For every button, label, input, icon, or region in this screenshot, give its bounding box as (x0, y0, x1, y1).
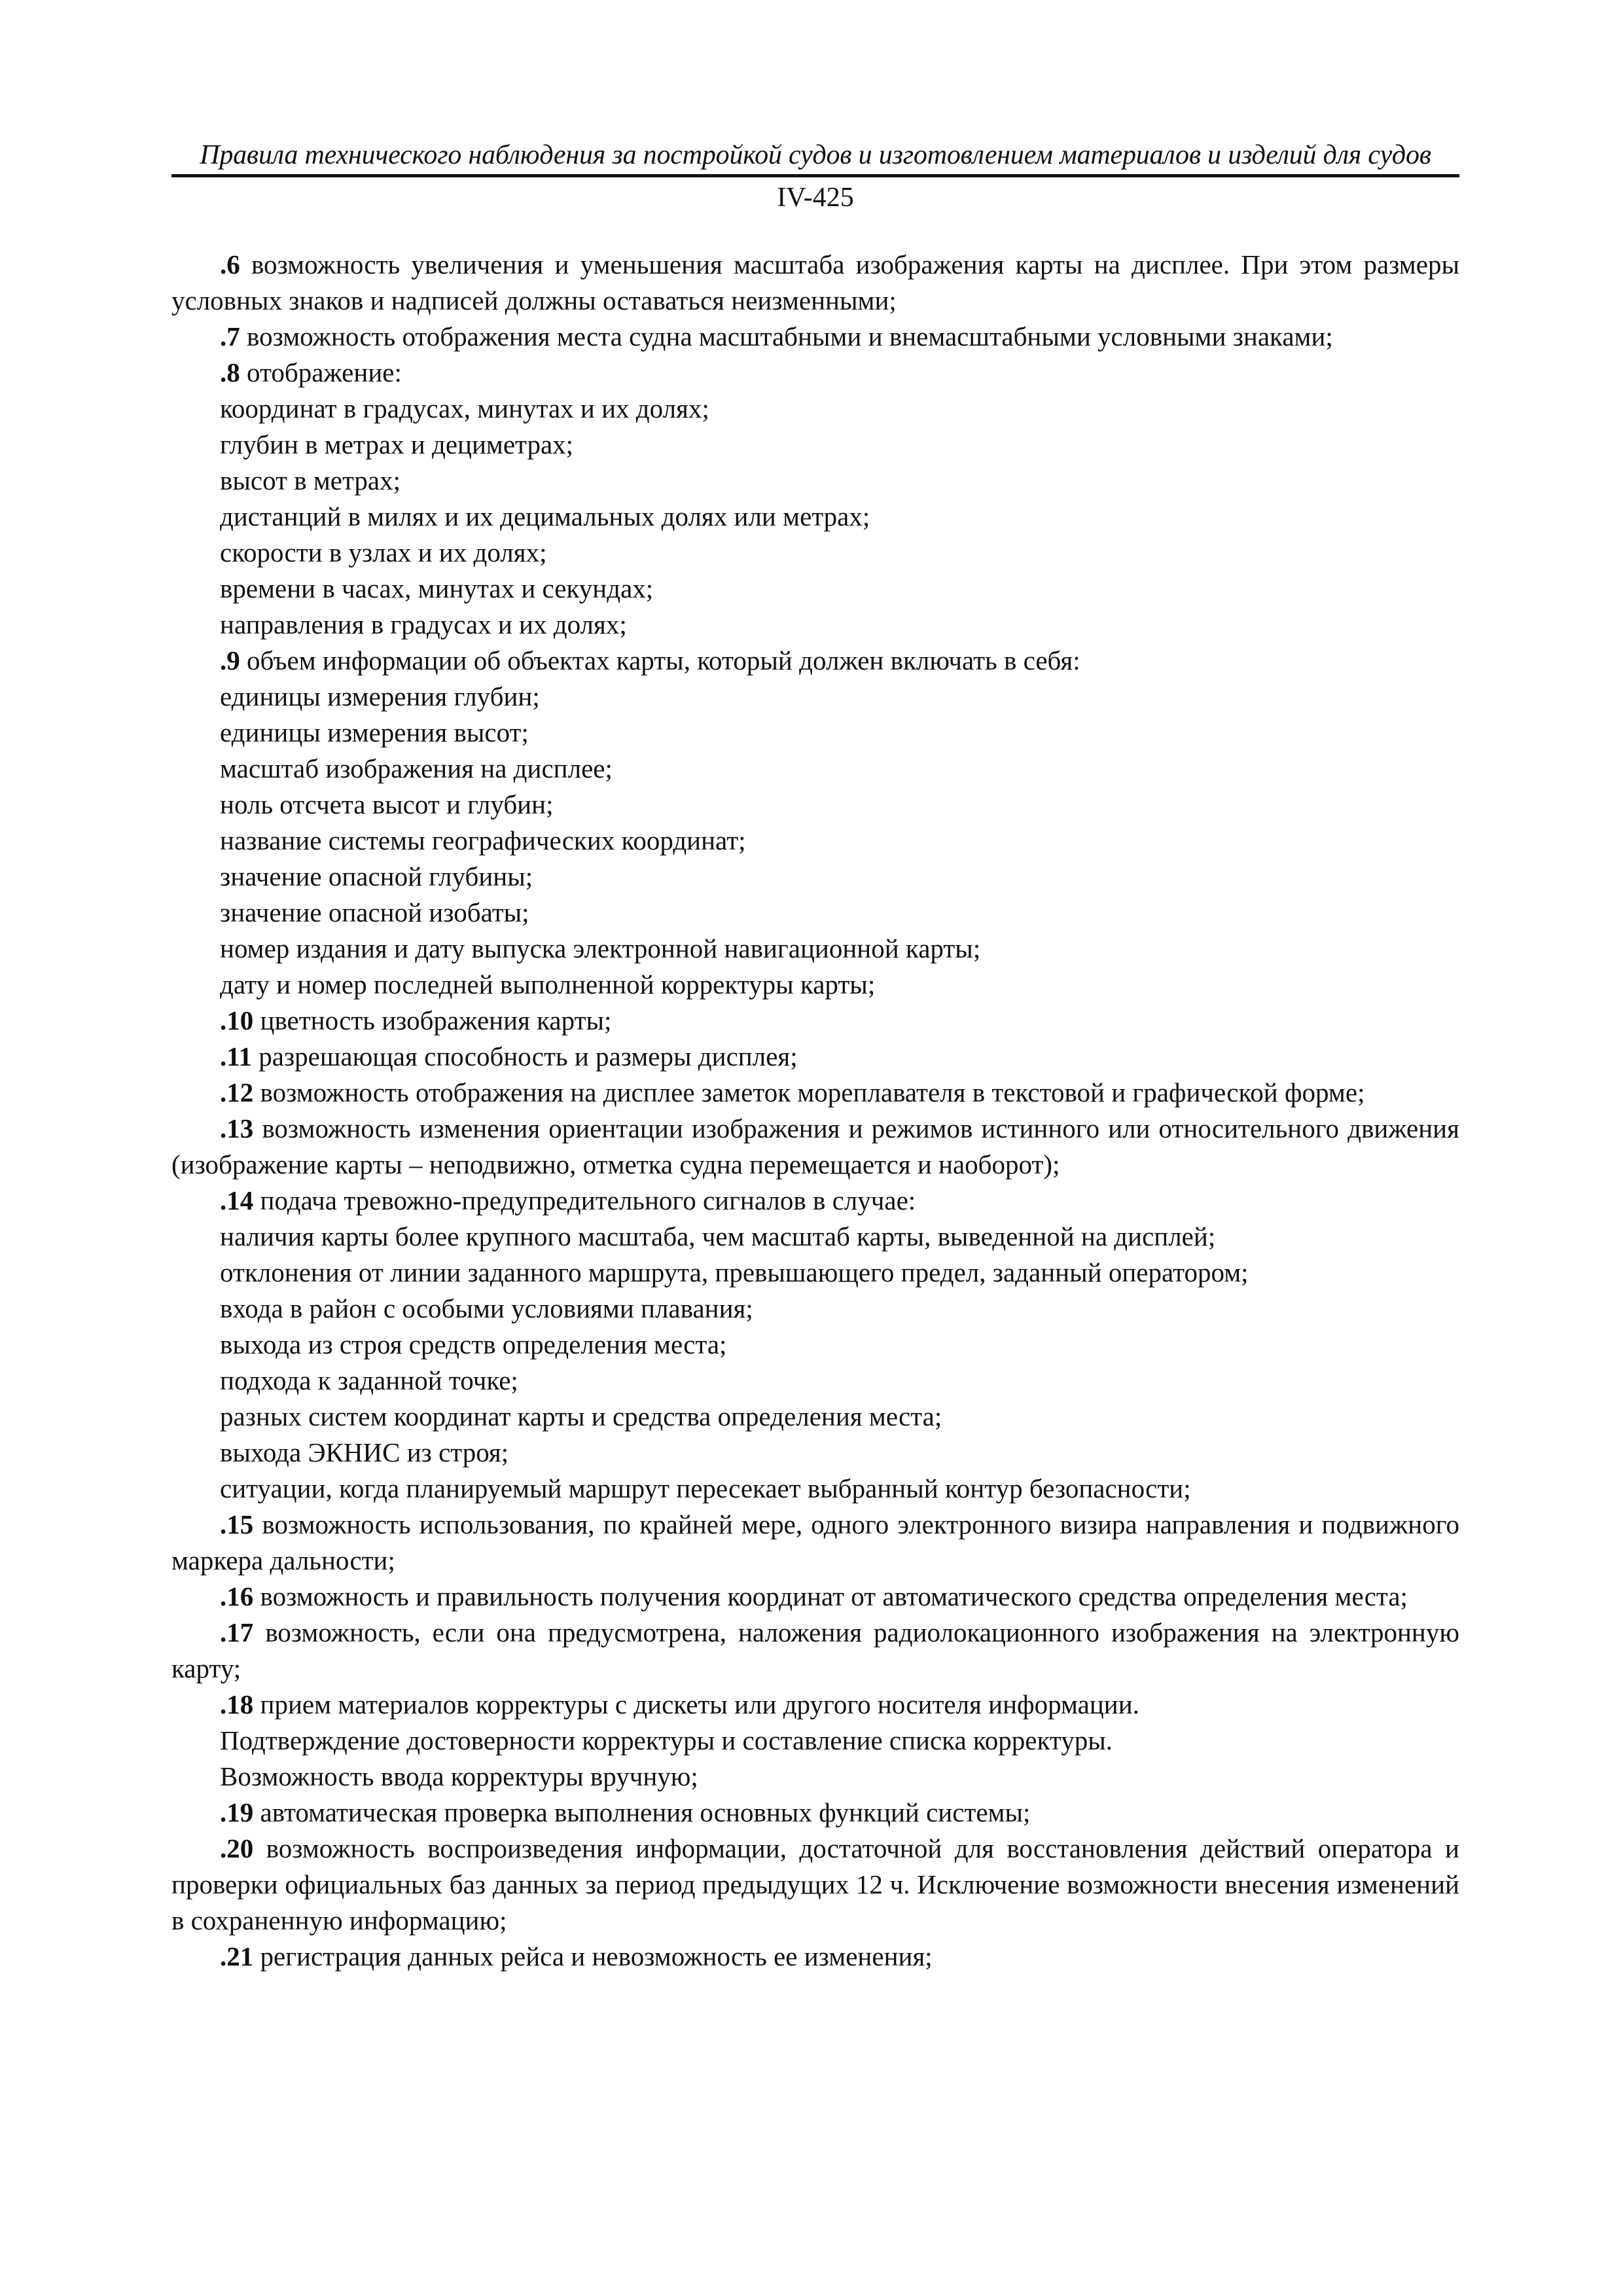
list-item (171, 823, 1459, 859)
item-text: направления в градусах и их долях; (220, 609, 627, 639)
item-text: выхода из строя средств определения места; (220, 1329, 727, 1359)
item-text: номер издания и дату выпуска электронной навигационной карты; (220, 933, 981, 963)
item-text: возможность отображения на дисплее заметок мореплавателя в текстовой и графической форме; (253, 1077, 1365, 1107)
item-text: разрешающая способность и размеры дисплея; (252, 1041, 798, 1071)
item-text: ситуации, когда планируемый маршрут пересекает выбранный контур безопасности; (220, 1473, 1191, 1503)
item-number: .16 (220, 1581, 254, 1611)
item-text: возможность, если она предусмотрена, наложения радиолокационного изображения на электронную карту; (171, 1617, 1459, 1683)
numbered-paragraph (171, 1111, 1459, 1183)
item-text: автоматическая проверка выполнения основных функций системы; (253, 1797, 1031, 1827)
item-text: единицы измерения высот; (220, 717, 529, 747)
item-text: возможность использования, по крайней мере, одного электронного визира направления и подвижного маркера дальности; (171, 1509, 1459, 1575)
numbered-paragraph (171, 1939, 1459, 1975)
list-item (171, 967, 1459, 1003)
list-item (171, 571, 1459, 607)
list-item (171, 1723, 1459, 1759)
item-number: .14 (220, 1185, 254, 1215)
list-item (171, 1471, 1459, 1507)
item-number: .17 (220, 1617, 254, 1647)
list-item (171, 859, 1459, 895)
item-text: отклонения от линии заданного маршрута, превышающего предел, заданный оператором; (220, 1257, 1249, 1287)
item-number: .11 (220, 1041, 252, 1071)
list-item (171, 535, 1459, 571)
numbered-paragraph (171, 643, 1459, 679)
item-text: дистанций в милях и их децимальных долях или метрах; (220, 501, 870, 531)
item-text: подача тревожно-предупредительного сигналов в случае: (253, 1185, 916, 1215)
list-item (171, 1255, 1459, 1291)
item-text: название системы географических координат; (220, 825, 746, 855)
numbered-paragraph (171, 1003, 1459, 1039)
list-item (171, 931, 1459, 967)
item-text: времени в часах, минутах и секундах; (220, 573, 654, 603)
numbered-paragraph (171, 1687, 1459, 1723)
item-text: возможность изменения ориентации изображения и режимов истинного или относительного движения (изображение карты – неподвижно, отметка судна перемещается и наоборот); (171, 1113, 1459, 1179)
item-text: прием материалов корректуры с дискеты или другого носителя информации. (253, 1689, 1139, 1719)
list-item (171, 1759, 1459, 1795)
header-rule (171, 174, 1459, 177)
item-text: дату и номер последней выполненной корректуры карты; (220, 969, 876, 999)
item-number: .19 (220, 1797, 254, 1827)
item-number: .13 (220, 1113, 254, 1143)
document-page (171, 137, 1459, 1975)
running-header: Правила технического наблюдения за постройкой судов и изготовлением материалов и изделий для судов (200, 140, 1431, 170)
item-text: значение опасной глубины; (220, 861, 533, 891)
item-text: разных систем координат карты и средства определения места; (220, 1401, 942, 1431)
item-number: .18 (220, 1689, 254, 1719)
item-number: .10 (220, 1005, 254, 1035)
list-item (171, 1291, 1459, 1327)
list-item (171, 1363, 1459, 1399)
item-text: регистрация данных рейса и невозможность ее изменения; (253, 1941, 933, 1971)
numbered-paragraph (171, 1831, 1459, 1939)
list-item (171, 499, 1459, 535)
item-text: скорости в узлах и их долях; (220, 537, 547, 567)
list-item (171, 751, 1459, 787)
item-text: объем информации об объектах карты, который должен включать в себя: (240, 645, 1080, 675)
body-text (171, 247, 1459, 1975)
item-text: выхода ЭКНИС из строя; (220, 1437, 509, 1467)
list-item (171, 1399, 1459, 1435)
list-item (171, 391, 1459, 427)
item-text: Возможность ввода корректуры вручную; (220, 1761, 698, 1791)
numbered-paragraph (171, 1579, 1459, 1615)
item-number: .15 (220, 1509, 254, 1539)
list-item (171, 463, 1459, 499)
list-item (171, 715, 1459, 751)
item-number: .7 (220, 321, 240, 351)
list-item (171, 895, 1459, 931)
list-item (171, 1219, 1459, 1255)
item-number: .21 (220, 1941, 254, 1971)
numbered-paragraph (171, 1507, 1459, 1579)
numbered-paragraph (171, 1075, 1459, 1111)
item-number: .20 (220, 1833, 254, 1863)
item-text: входа в район с особыми условиями плавания; (220, 1293, 753, 1323)
numbered-paragraph (171, 1795, 1459, 1831)
list-item (171, 1435, 1459, 1471)
list-item (171, 427, 1459, 463)
item-text: значение опасной изобаты; (220, 897, 529, 927)
item-text: возможность отображения места судна масштабными и внемасштабными условными знаками; (240, 321, 1333, 351)
list-item (171, 787, 1459, 823)
item-text: наличия карты более крупного масштаба, чем масштаб карты, выведенной на дисплей; (220, 1221, 1216, 1251)
page-number: IV-425 (777, 183, 854, 213)
item-text: отображение: (240, 357, 402, 387)
item-text: глубин в метрах и дециметрах; (220, 429, 574, 459)
item-number: .6 (220, 249, 240, 279)
item-number: .12 (220, 1077, 254, 1107)
numbered-paragraph (171, 1183, 1459, 1219)
item-text: подхода к заданной точке; (220, 1365, 518, 1395)
item-text: координат в градусах, минутах и их долях; (220, 393, 709, 423)
item-text: возможность увеличения и уменьшения масштаба изображения карты на дисплее. При этом размеры условных знаков и надписей должны оставаться неизменными; (171, 249, 1459, 315)
numbered-paragraph (171, 247, 1459, 319)
list-item (171, 679, 1459, 715)
numbered-paragraph (171, 319, 1459, 355)
item-number: .9 (220, 645, 240, 675)
list-item (171, 1327, 1459, 1363)
item-text: возможность воспроизведения информации, достаточной для восстановления действий оператора и проверки официальных баз данных за период предыдущих 12 ч. Исключение возможности внесения изменений в сохраненную информацию; (171, 1833, 1459, 1935)
item-text: единицы измерения глубин; (220, 681, 540, 711)
item-text: возможность и правильность получения координат от автоматического средства определения места; (253, 1581, 1408, 1611)
item-text: ноль отсчета высот и глубин; (220, 789, 554, 819)
list-item (171, 607, 1459, 643)
numbered-paragraph (171, 355, 1459, 391)
numbered-paragraph (171, 1615, 1459, 1687)
item-text: Подтверждение достоверности корректуры и составление списка корректуры. (220, 1725, 1113, 1755)
item-number: .8 (220, 357, 240, 387)
numbered-paragraph (171, 1039, 1459, 1075)
item-text: высот в метрах; (220, 465, 401, 495)
item-text: цветность изображения карты; (253, 1005, 612, 1035)
item-text: масштаб изображения на дисплее; (220, 753, 613, 783)
